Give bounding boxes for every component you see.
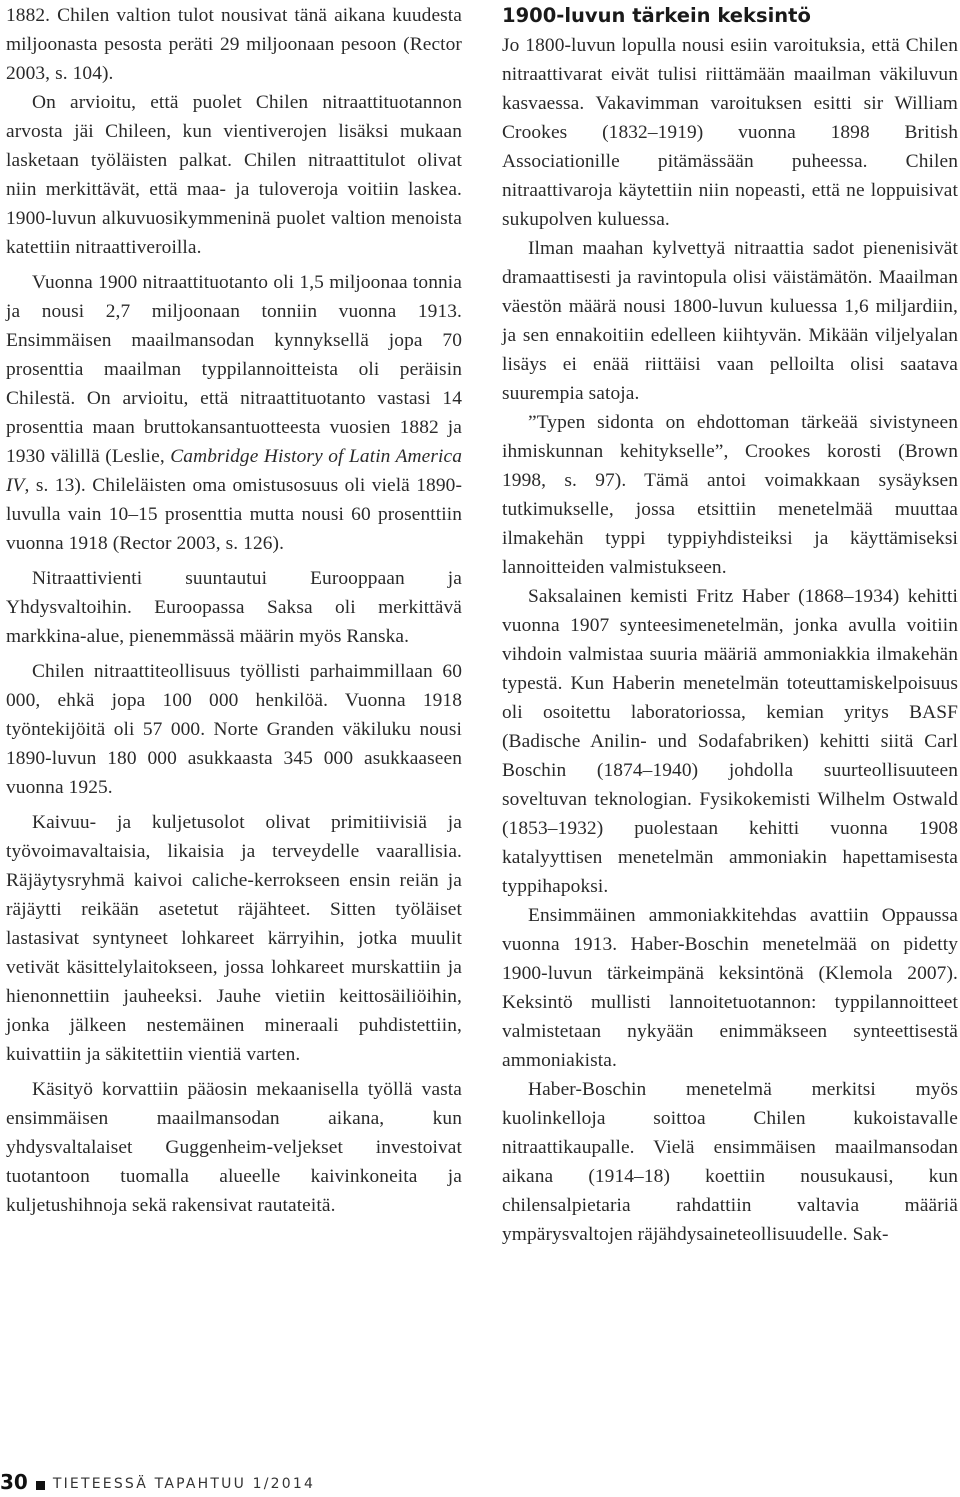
paragraph: Chilen nitraattiteollisuus työllisti parhaimmillaan 60 000, ehkä jopa 100 000 henkilöä. Vuonna 1918 työntekijöitä oli 57 000. Norte Granden väkiluku nousi 1890-luvun 180 000 asukkaasta 345 000 asukkaaseen vuonna 1925. [6,661,462,798]
book-title: Cambridge History of Latin America IV [6,446,462,496]
page-footer [0,1470,315,1494]
left-column [6,0,462,1220]
paragraph: Ilman maahan kylvettyä nitraattia sadot pienenisivät dramaattisesti ja ravintopula olisi väistämätön. Maailman väestön määrä nousi 1800-luvun kuluessa 1,6 miljardiin, ja sen ennakoitiin edelleen kiihtyvän. Mikään viljelyalan lisäys ei enää riittäisi vaan pelloilta olisi saatava suurempia satoja. [502,238,958,404]
square-bullet-icon [36,1481,45,1490]
paragraph: Haber-Boschin menetelmä merkitsi myös kuolinkelloja soittoa Chilen kukoistavalle nitraattikaupalle. Vielä ensimmäisen maailmansodan aikana (1914–18) koettiin nousukausi, kun chilensalpietaria rahdattiin valtavia määriä ympärysvaltojen räjähdysaineteollisuudelle. Sak- [502,1079,958,1245]
paragraph: Ensimmäinen ammoniakkitehdas avattiin Oppaussa vuonna 1913. Haber-Boschin menetelmää on pidetty 1900-luvun tärkeimpänä keksintönä (Klemola 2007). Keksintö mullisti lannoitetuotannon: typpilannoitteet valmistetaan nykyään enimmäkseen synteettisestä ammoniakista. [502,905,958,1071]
paragraph: On arvioitu, että puolet Chilen nitraattituotannon arvosta jäi Chileen, kun vientiverojen lisäksi mukaan lasketaan työläisten palkat. Chilen nitraattitulot olivat niin merkittävät, että maa- ja tuloveroja voitiin laskea. 1900-luvun alkuvuosikymmeninä puolet valtion menoista katettiin nitraattiveroilla. [6,92,462,258]
paragraph: 1882. Chilen valtion tulot nousivat tänä aikana kuudesta miljoonasta pesosta peräti 29 miljoonaan pesoon (Rector 2003, s. 104). [6,5,462,84]
paragraph: Nitraattivienti suuntautui Eurooppaan ja Yhdysvaltoihin. Euroopassa Saksa oli merkittävä markkina-alue, pienemmässä määrin myös Ranska. [6,568,462,647]
left-column-text [6,0,462,1220]
right-column-text [502,0,958,1249]
paragraph: Vuonna 1900 nitraattituotanto oli 1,5 miljoonaa tonnia ja nousi 2,7 miljoonaan tonniin vuonna 1913. Ensimmäisen maailmansodan kynnyksellä jopa 70 prosenttia maailman typpilannoitteista oli peräisin Chilestä. On arvioitu, että nitraattituotanto vastasi 14 prosenttia maan bruttokansantuotteesta vuosien 1882 ja 1930 välillä (Leslie, Cambridge History of Latin America IV, s. 13). Chileläisten oma omistusosuus oli vielä 1890-luvulla vain 10–15 prosenttia mutta nousi 60 prosenttiin vuonna 1918 (Rector 2003, s. 126). [6,272,462,554]
paragraph: Saksalainen kemisti Fritz Haber (1868–1934) kehitti vuonna 1907 synteesimenetelmän, jonka avulla voitiin vihdoin valmistaa suuria määriä ammoniakkia ilmakehän typestä. Kun Haberin menetelmän toteuttamiskelpoisuus oli osoitettu laboratoriossa, kemian yritys BASF (Badische Anilin- und Sodafabriken) kehitti siitä Carl Boschin (1874–1940) johdolla suurteollisuuteen soveltuvan teknologian. Fysikokemisti Wilhelm Ostwald (1853–1932) puolestaan kehitti vuonna 1908 katalyyttisen menetelmän ammoniakin hapettamisesta typpihapoksi. [502,586,958,897]
publication-title: TIETEESSÄ TAPAHTUU 1/2014 [52,1476,316,1492]
paragraph: Käsityö korvattiin pääosin mekaanisella työllä vasta ensimmäisen maailmansodan aikana, kun yhdysvaltalaiset Guggenheim-veljekset investoivat tuotantoon tuomalla alueelle kaivinkoneita ja kuljetushihnoja sekä rakensivat rautateitä. [6,1079,462,1216]
page-number: 30 [0,1470,28,1494]
section-heading: 1900-luvun tärkein keksintö [502,4,811,27]
paragraph: Kaivuu- ja kuljetusolot olivat primitiivisiä ja työvoimavaltaisia, likaisia ja terveydelle vaarallisia. Räjäytysryhmä kaivoi caliche-kerrokseen ensin reiän ja räjäytti reikään asetetut räjähteet. Sitten työläiset lastasivat syntyneet lohkareet kärryihin, jotka muulit vetivät käsittelylaitokseen, jossa lohkareet murskattiin ja hienonnettiin jauheeksi. Jauhe vietiin keittosäiliöihin, jonka jälkeen nestemäinen mineraali puhdistettiin, kuivattiin ja säkitettiin vientiä varten. [6,812,462,1065]
paragraph: ”Typen sidonta on ehdottoman tärkeää sivistyneen ihmiskunnan kehitykselle”, Crookes korosti (Brown 1998, s. 97). Tämä antoi voimakkaan sysäyksen tutkimukselle, jossa etsittiin menetelmää muuttaa ilmakehän typpi typpiyhdisteiksi ja käyttämiseksi lannoitteiden valmistukseen. [502,412,958,578]
paragraph: Jo 1800-luvun lopulla nousi esiin varoituksia, että Chilen nitraattivarat eivät tulisi riittämään maailman väkiluvun kasvaessa. Vakavimman varoituksen esitti sir William Crookes (1832–1919) vuonna 1898 British Associationille pitämässään puheessa. Chilen nitraattivaroja käytettiin niin nopeasti, että ne loppuisivat sukupolven kuluessa. [502,35,958,230]
right-column [502,0,958,1249]
